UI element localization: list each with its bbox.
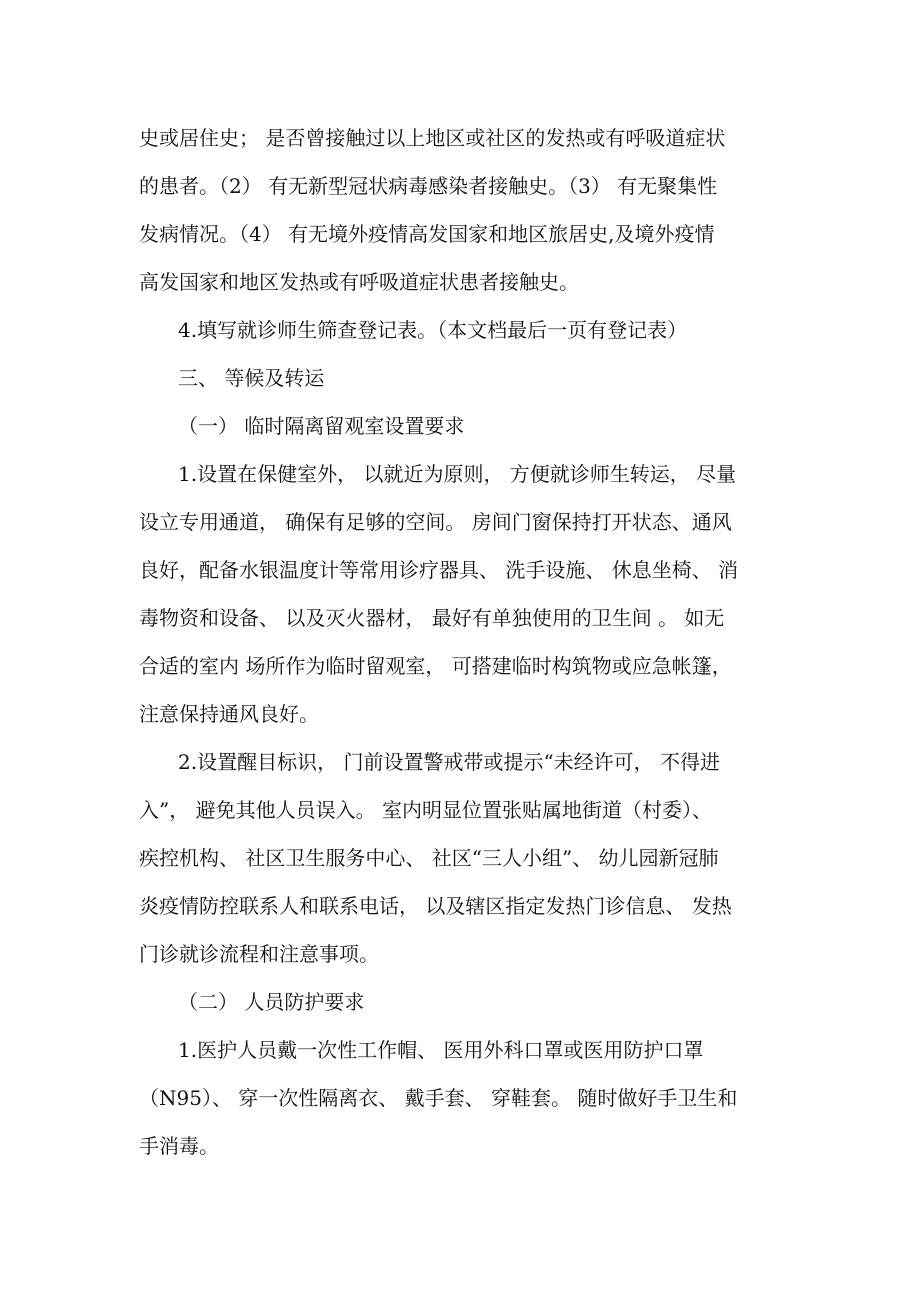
paragraph-line: 注意保持通风良好。 — [139, 702, 319, 726]
paragraph-line: 史或居住史； 是否曾接触过以上地区或社区的发热或有呼吸道症状 — [139, 126, 726, 150]
paragraph-line: 1.设置在保健室外， 以就近为原则， 方便就诊师生转运， 尽量 — [178, 462, 737, 486]
paragraph-line: 合适的室内 场所作为临时留观室， 可搭建临时构筑物或应急帐篷， — [139, 654, 732, 678]
paragraph-line: 1.医护人员戴一次性工作帽、 医用外科口罩或医用防护口罩 — [178, 1038, 704, 1062]
paragraph-line: 手消毒。 — [139, 1134, 219, 1158]
subsection-heading: （二） 人员防护要求 — [178, 990, 365, 1014]
paragraph-line: 炎疫情防控联系人和联系电话， 以及辖区指定发热门诊信息、 发热 — [139, 894, 732, 918]
paragraph-line: 毒物资和设备、 以及灭火器材， 最好有单独使用的卫生间 。 如无 — [139, 606, 725, 630]
paragraph-line: 高发国家和地区发热或有呼吸道症状患者接触史。 — [139, 270, 579, 294]
paragraph-line: 设立专用通道， 确保有足够的空间。 房间门窗保持打开状态、通风 — [139, 510, 732, 534]
paragraph-line: 疾控机构、 社区卫生服务中心、 社区“三人小组”、 幼儿园新冠肺 — [139, 846, 719, 870]
subsection-heading: （一） 临时隔离留观室设置要求 — [178, 414, 465, 438]
paragraph-line: 良好，配备水银温度计等常用诊疗器具、 洗手设施、 休息坐椅、 消 — [139, 558, 739, 582]
paragraph-line: 门诊就诊流程和注意事项。 — [139, 942, 379, 966]
paragraph-line: 入”， 避免其他人员误入。 室内明显位置张贴属地街道（村委）、 — [139, 798, 712, 822]
paragraph-line: 2.设置醒目标识， 门前设置警戒带或提示“未经许可， 不得进 — [178, 750, 721, 774]
paragraph-line: 的患者。（2） 有无新型冠状病毒感染者接触史。（3） 有无聚集性 — [139, 174, 718, 198]
paragraph-line: （N95）、 穿一次性隔离衣、 戴手套、 穿鞋套。 随时做好手卫生和 — [139, 1086, 738, 1110]
section-heading: 三、 等候及转运 — [178, 366, 325, 390]
paragraph-line: 4.填写就诊师生筛查登记表。（本文档最后一页有登记表） — [178, 318, 688, 342]
paragraph-line: 发病情况。（4） 有无境外疫情高发国家和地区旅居史,及境外疫情 — [139, 222, 715, 246]
